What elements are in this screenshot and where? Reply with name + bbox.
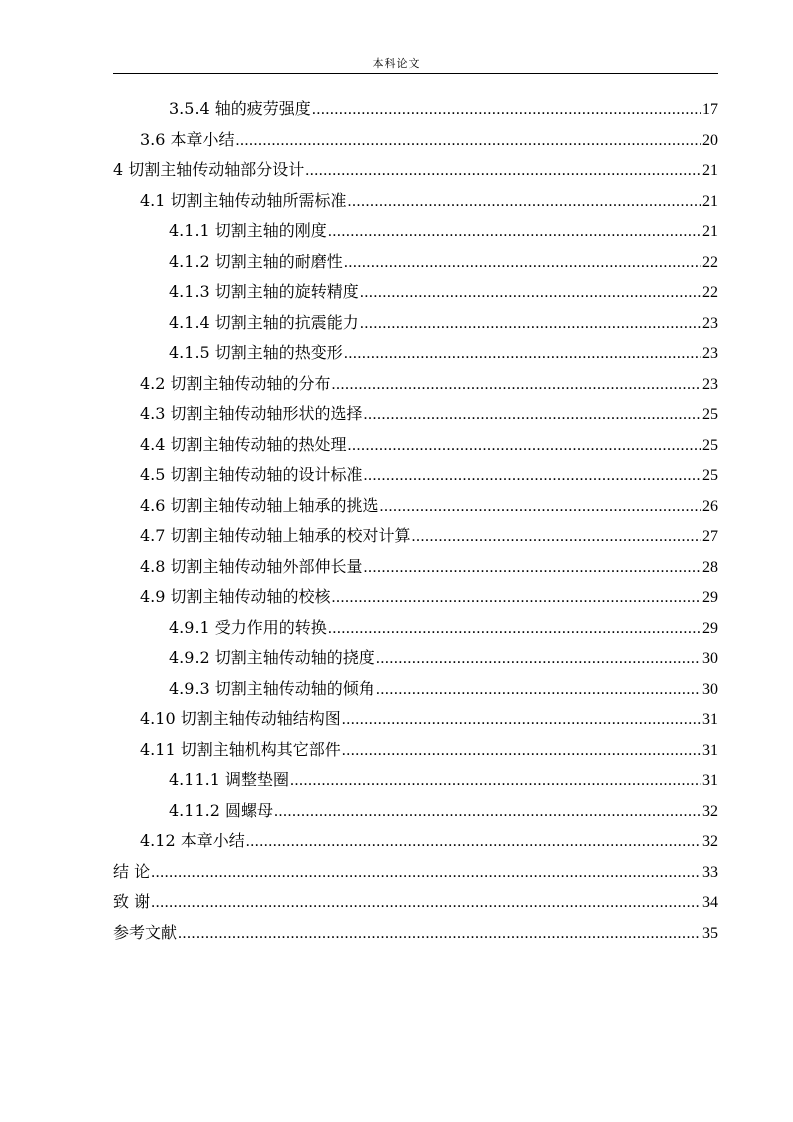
toc-entry[interactable] bbox=[113, 857, 718, 888]
toc-dot-leader bbox=[305, 156, 701, 187]
toc-entry[interactable] bbox=[113, 613, 718, 644]
toc-entry[interactable] bbox=[113, 399, 718, 430]
toc-entry[interactable] bbox=[113, 674, 718, 705]
toc-dot-leader bbox=[178, 919, 701, 950]
toc-dot-leader bbox=[380, 492, 701, 523]
toc-entry-page-number: 23 bbox=[702, 345, 718, 362]
toc-entry-page-number: 31 bbox=[702, 711, 718, 728]
toc-entry-label: 结 论 bbox=[113, 861, 151, 881]
toc-entry[interactable] bbox=[113, 491, 718, 522]
toc-entry-page-number: 33 bbox=[702, 863, 718, 881]
toc-entry-label: 4.1.2 切割主轴的耐磨性 bbox=[169, 251, 343, 271]
toc-dot-leader bbox=[246, 827, 701, 858]
toc-entry-label: 4.9.3 切割主轴传动轴的倾角 bbox=[169, 678, 375, 698]
toc-entry-page-number: 20 bbox=[702, 131, 718, 149]
toc-entry-label: 4.10 切割主轴传动轴结构图 bbox=[140, 709, 341, 728]
toc-dot-leader bbox=[376, 675, 701, 706]
toc-entry-label: 4.1.3 切割主轴的旋转精度 bbox=[169, 282, 359, 301]
toc-entry-page-number: 21 bbox=[702, 223, 718, 240]
toc-entry[interactable] bbox=[113, 369, 718, 400]
toc-entry-page-number: 25 bbox=[702, 436, 718, 454]
toc-entry-page-number: 26 bbox=[702, 497, 718, 515]
toc-entry-label: 4 切割主轴传动轴部分设计 bbox=[113, 160, 305, 179]
toc-entry[interactable] bbox=[113, 735, 718, 766]
toc-entry[interactable] bbox=[113, 918, 718, 949]
toc-entry-page-number: 29 bbox=[702, 589, 718, 606]
toc-dot-leader bbox=[290, 766, 701, 797]
toc-dot-leader bbox=[344, 248, 701, 279]
toc-entry-label: 4.3 切割主轴传动轴形状的选择 bbox=[140, 404, 363, 423]
toc-entry-label: 4.9.1 受力作用的转换 bbox=[169, 617, 327, 637]
toc-dot-leader bbox=[328, 217, 701, 248]
toc-dot-leader bbox=[332, 370, 701, 401]
page-header-title: 本科论文 bbox=[372, 57, 421, 70]
toc-entry-page-number: 32 bbox=[702, 802, 718, 820]
toc-entry-page-number: 31 bbox=[702, 741, 718, 759]
toc-dot-leader bbox=[151, 888, 701, 919]
table-of-contents bbox=[113, 94, 718, 948]
toc-dot-leader bbox=[348, 431, 701, 462]
toc-entry[interactable] bbox=[113, 582, 718, 613]
toc-entry-page-number: 22 bbox=[702, 253, 718, 271]
toc-entry-label: 4.2 切割主轴传动轴的分布 bbox=[140, 373, 331, 393]
toc-entry[interactable] bbox=[113, 430, 718, 461]
toc-entry-label: 4.11.2 圆螺母 bbox=[169, 800, 273, 820]
toc-entry-label: 4.6 切割主轴传动轴上轴承的挑选 bbox=[140, 495, 379, 515]
toc-entry[interactable] bbox=[113, 155, 718, 186]
toc-dot-leader bbox=[151, 858, 701, 889]
toc-entry-page-number: 34 bbox=[702, 894, 718, 911]
toc-entry[interactable] bbox=[113, 765, 718, 796]
toc-entry[interactable] bbox=[113, 552, 718, 583]
toc-entry-label: 4.5 切割主轴传动轴的设计标准 bbox=[140, 465, 363, 484]
toc-entry[interactable] bbox=[113, 521, 718, 552]
toc-dot-leader bbox=[236, 126, 701, 157]
toc-entry[interactable] bbox=[113, 216, 718, 247]
header-divider bbox=[113, 73, 718, 74]
toc-entry[interactable] bbox=[113, 460, 718, 491]
toc-entry[interactable] bbox=[113, 247, 718, 278]
toc-entry-label: 4.4 切割主轴传动轴的热处理 bbox=[140, 434, 347, 454]
toc-entry-label: 4.9.2 切割主轴传动轴的挠度 bbox=[169, 648, 375, 667]
toc-entry-page-number: 30 bbox=[702, 650, 718, 667]
toc-dot-leader bbox=[342, 705, 701, 736]
toc-entry-page-number: 30 bbox=[702, 680, 718, 698]
toc-entry[interactable] bbox=[113, 826, 718, 857]
toc-entry-page-number: 21 bbox=[702, 162, 718, 179]
toc-dot-leader bbox=[360, 278, 701, 309]
toc-entry-page-number: 32 bbox=[702, 833, 718, 850]
toc-entry-page-number: 25 bbox=[702, 406, 718, 423]
toc-entry-label: 致 谢 bbox=[113, 892, 151, 911]
toc-entry-label: 4.7 切割主轴传动轴上轴承的校对计算 bbox=[140, 526, 411, 545]
toc-dot-leader bbox=[364, 400, 701, 431]
toc-entry-label: 4.11 切割主轴机构其它部件 bbox=[140, 739, 341, 759]
toc-entry[interactable] bbox=[113, 796, 718, 827]
toc-dot-leader bbox=[364, 553, 701, 584]
toc-dot-leader bbox=[348, 187, 701, 218]
toc-entry[interactable] bbox=[113, 308, 718, 339]
toc-dot-leader bbox=[328, 614, 701, 645]
toc-entry-label: 4.1.4 切割主轴的抗震能力 bbox=[169, 312, 359, 332]
toc-dot-leader bbox=[344, 339, 701, 370]
toc-entry-label: 4.12 本章小结 bbox=[140, 831, 245, 850]
toc-entry[interactable] bbox=[113, 704, 718, 735]
toc-entry-label: 4.1.5 切割主轴的热变形 bbox=[169, 343, 343, 362]
toc-entry-label: 3.6 本章小结 bbox=[140, 129, 235, 149]
toc-dot-leader bbox=[376, 644, 701, 675]
toc-dot-leader bbox=[312, 95, 701, 126]
toc-dot-leader bbox=[412, 522, 701, 553]
toc-entry-page-number: 27 bbox=[702, 528, 718, 545]
toc-entry[interactable] bbox=[113, 338, 718, 369]
toc-entry-page-number: 35 bbox=[702, 924, 718, 942]
toc-entry-page-number: 31 bbox=[702, 772, 718, 789]
toc-entry-label: 3.5.4 轴的疲劳强度 bbox=[169, 99, 311, 118]
toc-entry-page-number: 23 bbox=[702, 375, 718, 393]
toc-entry-label: 4.11.1 调整垫圈 bbox=[169, 770, 289, 789]
toc-entry[interactable] bbox=[113, 94, 718, 125]
toc-dot-leader bbox=[274, 797, 701, 828]
toc-entry-label: 4.8 切割主轴传动轴外部伸长量 bbox=[140, 556, 363, 576]
toc-entry-page-number: 23 bbox=[702, 314, 718, 332]
toc-entry[interactable] bbox=[113, 643, 718, 674]
toc-entry-page-number: 29 bbox=[702, 619, 718, 637]
toc-entry[interactable] bbox=[113, 887, 718, 918]
toc-entry-page-number: 25 bbox=[702, 467, 718, 484]
toc-entry-page-number: 22 bbox=[702, 284, 718, 301]
toc-dot-leader bbox=[364, 461, 701, 492]
toc-entry-label: 4.9 切割主轴传动轴的校核 bbox=[140, 587, 331, 606]
toc-entry[interactable] bbox=[113, 125, 718, 156]
toc-entry[interactable] bbox=[113, 277, 718, 308]
toc-entry-label: 4.1.1 切割主轴的刚度 bbox=[169, 221, 327, 240]
toc-entry-label: 参考文献 bbox=[113, 922, 178, 942]
toc-entry-label: 4.1 切割主轴传动轴所需标准 bbox=[140, 190, 347, 210]
toc-dot-leader bbox=[342, 736, 701, 767]
toc-entry[interactable] bbox=[113, 186, 718, 217]
toc-dot-leader bbox=[360, 309, 701, 340]
toc-entry-page-number: 21 bbox=[702, 192, 718, 210]
toc-entry-page-number: 17 bbox=[702, 101, 718, 118]
toc-entry-page-number: 28 bbox=[702, 558, 718, 576]
toc-dot-leader bbox=[332, 583, 701, 614]
